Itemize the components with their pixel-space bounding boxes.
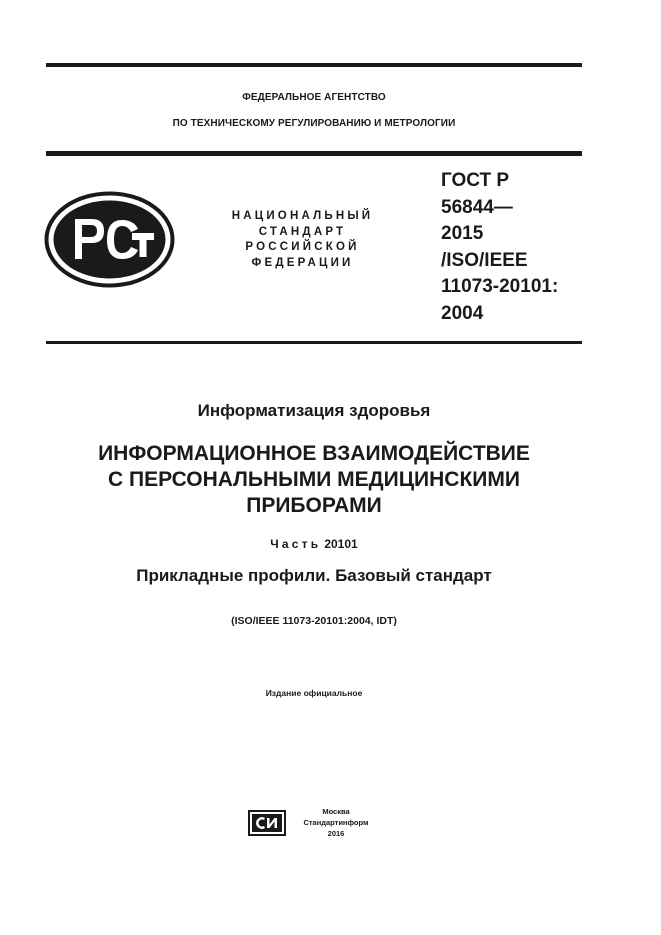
national-standard-line-1: НАЦИОНАЛЬНЫЙ [231, 210, 374, 222]
subject-heading: Информатизация здоровья [197, 401, 431, 420]
publisher-name: Стандартинформ [303, 818, 369, 827]
title-line-3: ПРИБОРАМИ [246, 494, 382, 517]
profile-subtitle: Прикладные профили. Базовый стандарт [136, 566, 492, 585]
national-standard-label [205, 209, 400, 271]
designation-line-2: 56844— [441, 196, 513, 218]
agency-line-1: ФЕДЕРАЛЬНОЕ АГЕНТСТВО [242, 92, 386, 103]
middle-rule [46, 151, 582, 156]
title-line-2: С ПЕРСОНАЛЬНЫМИ МЕДИЦИНСКИМИ [108, 468, 520, 491]
document-title [46, 441, 582, 519]
agency-line-2: ПО ТЕХНИЧЕСКОМУ РЕГУЛИРОВАНИЮ И МЕТРОЛОГИИ [172, 118, 456, 129]
publication-year: 2016 [327, 829, 345, 838]
edition-note: Издание официальное [265, 688, 363, 698]
part-heading [46, 537, 582, 551]
designation-line-6: 2004 [441, 302, 484, 324]
designation-line-4: /ISO/IEEE [441, 249, 528, 271]
bottom-rule [46, 341, 582, 344]
standartinform-logo [248, 810, 286, 836]
top-rule [46, 63, 582, 67]
iso-reference: (ISO/IEEE 11073-20101:2004, IDT) [231, 615, 397, 627]
title-line-1: ИНФОРМАЦИОННОЕ ВЗАИМОДЕЙСТВИЕ [98, 442, 530, 465]
publisher-city: Москва [322, 807, 350, 816]
publisher-info [294, 806, 378, 839]
designation-line-1: ГОСТ Р [441, 170, 510, 191]
national-standard-line-2: СТАНДАРТ [258, 225, 347, 238]
designation-line-3: 2015 [441, 223, 484, 244]
gost-r-logo [44, 191, 175, 288]
standard-designation [441, 168, 558, 327]
national-standard-line-3: РОССИЙСКОЙ [245, 241, 360, 253]
part-label: Часть [270, 537, 322, 551]
part-number: 20101 [324, 537, 358, 551]
national-standard-line-4: ФЕДЕРАЦИИ [251, 256, 354, 269]
designation-line-5: 11073-20101: [441, 276, 559, 297]
